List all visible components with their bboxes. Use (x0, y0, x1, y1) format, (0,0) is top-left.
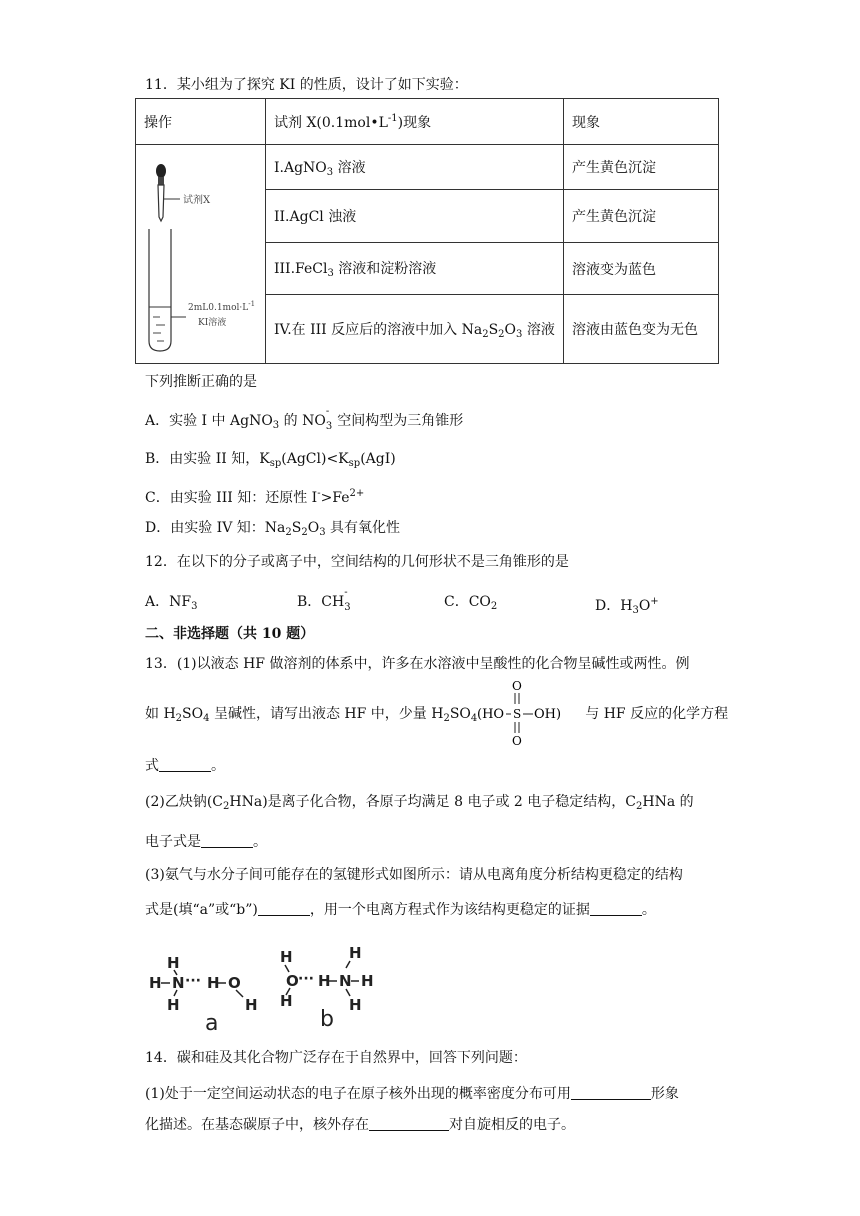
hydrogen-bond-figure (147, 940, 387, 1036)
struct-right: OH) (534, 707, 562, 722)
section-heading: 二、非选择题（共 10 题） (145, 626, 315, 642)
q14-part1-line1: (1)处于一定空间运动状态的电子在原子核外出现的概率密度分布可用 形象 (145, 1086, 679, 1102)
q13-part3-line2: 式是(填“a”或“b”) ，用一个电离方程式作为该结构更稳定的证据 。 (145, 902, 656, 918)
atom-n: N (172, 974, 185, 992)
apparatus-cell (136, 145, 266, 364)
hydrogen-bond-dots: ··· (185, 973, 201, 989)
q12-option-c[interactable]: C．$CO_2$ (444, 594, 498, 612)
test-tube-dropper-figure (136, 145, 266, 363)
q13-part1-line3: 式 。 (145, 758, 225, 774)
atom-h: H (349, 996, 362, 1014)
phenomenon-row-2: 产生黄色沉淀 (564, 190, 719, 242)
atom-h: H (280, 948, 293, 966)
atom-h: H (349, 944, 362, 962)
dropper-neck (158, 177, 164, 185)
dropper-tube (158, 185, 164, 221)
q13-part1-line1: 13．(1)以液态 HF 做溶剂的体系中，许多在水溶液中呈酸性的化合物呈碱性或两性。例 (145, 656, 690, 672)
atom-h: H (318, 972, 331, 990)
q11-option-b[interactable]: B．由实验 II 知，$K_{sp}(AgCl)<K_{sp}(AgI)$ (145, 451, 396, 469)
q13-part2-line1: (2)乙炔钠$(C_2HNa)$是离子化合物，各原子均满足 8 电子或 2 电子稳定结构，$C_2HNa$ 的 (145, 794, 694, 812)
q11-option-d[interactable]: D．由实验 IV 知：$Na_2S_2O_3$ 具有氧化性 (145, 520, 401, 538)
q11-ask: 下列推断正确的是 (145, 374, 257, 390)
q13-part3-line1: (3)氨气与水分子间可能存在的氢键形式如图所示：请从电离角度分析结构更稳定的结构 (145, 867, 683, 883)
label-a: a (205, 1011, 219, 1036)
label-b: b (320, 1007, 334, 1032)
header-phenomenon: 现象 (564, 99, 719, 145)
struct-o-top: O (512, 679, 523, 693)
q12-option-d[interactable]: D．$H_3O^+$ (595, 596, 659, 616)
answer-blank[interactable] (571, 1085, 651, 1100)
solution-label: $2mL0.1mol\cdot L^{-1}$ (188, 300, 256, 313)
phenomenon-row-3: 溶液变为蓝色 (564, 242, 719, 294)
reagent-row-2: II.AgCl 浊液 (266, 190, 564, 242)
reagent-row-4: IV.在 III 反应后的溶液中加入 $Na_2S_2O_3$ 溶液 (266, 295, 564, 364)
reagent-row-1: I.AgNO$_3$ 溶液 (266, 145, 564, 190)
hydrogen-bond-dots: ··· (298, 971, 314, 987)
bond (346, 989, 350, 996)
reagent-x-label: 试剂X (183, 195, 211, 206)
solution-label-2: KI溶液 (198, 318, 227, 328)
answer-blank[interactable] (590, 901, 642, 916)
q11-option-c[interactable]: C．由实验 III 知：还原性 $I^->Fe^{2+}$ (145, 488, 365, 506)
experiment-table (135, 98, 719, 364)
bond (285, 965, 289, 972)
answer-blank[interactable] (201, 833, 253, 848)
struct-o-bottom: O (512, 734, 523, 748)
q12-stem: 12．在以下的分子或离子中，空间结构的几何形状不是三角锥形的是 (145, 554, 569, 570)
atom-o: O (228, 974, 241, 992)
atom-o: O (286, 972, 299, 990)
q13-part1-line2: 如 $H_2SO_4$ 呈碱性，请写出液态 HF 中，少量 $H_2SO_4$ O (HO S OH) O 与 HF 反应的化学方程 (145, 679, 729, 748)
reagent-row-3: III.FeCl$_3$ 溶液和淀粉溶液 (266, 242, 564, 294)
answer-blank[interactable] (369, 1116, 449, 1131)
q13-part2-line2: 电子式是 。 (145, 834, 267, 850)
answer-blank[interactable] (159, 757, 211, 772)
header-operation: 操作 (136, 99, 266, 145)
atom-h: H (167, 954, 180, 972)
bond (346, 961, 350, 968)
q14-part1-line2: 化描述。在基态碳原子中，核外存在 对自旋相反的电子。 (145, 1117, 575, 1133)
q11-stem: 11．某小组为了探究 KI 的性质，设计了如下实验： (145, 77, 468, 93)
answer-blank[interactable] (258, 901, 310, 916)
struct-left: (HO (477, 707, 505, 722)
dropper-bulb (156, 164, 166, 178)
q12-option-a[interactable]: A．$NF_3$ (145, 594, 198, 612)
atom-h: H (149, 974, 162, 992)
phenomenon-row-1: 产生黄色沉淀 (564, 145, 719, 190)
header-reagent: 试剂 $X(0.1mol•L^{-1})$现象 (266, 99, 564, 145)
atom-h: H (245, 996, 258, 1014)
q14-stem: 14．碳和硅及其化合物广泛存在于自然界中，回答下列问题： (145, 1050, 527, 1066)
phenomenon-row-4: 溶液由蓝色变为无色 (564, 295, 719, 364)
q12-option-b[interactable]: B．CH - 3 (297, 587, 351, 613)
sulfuric-acid-structure (477, 679, 585, 748)
struct-s: S (513, 707, 522, 721)
sulfuric-acid-structure-svg (477, 678, 585, 748)
atom-h: H (207, 974, 220, 992)
q11-option-a[interactable]: A．实验 I 中 AgNO$_3$ 的 NO - 3 空间构型为三角锥形 (145, 406, 464, 432)
atom-n: N (339, 972, 352, 990)
atom-h: H (361, 972, 374, 990)
atom-h: H (280, 992, 293, 1010)
atom-h: H (167, 996, 180, 1014)
